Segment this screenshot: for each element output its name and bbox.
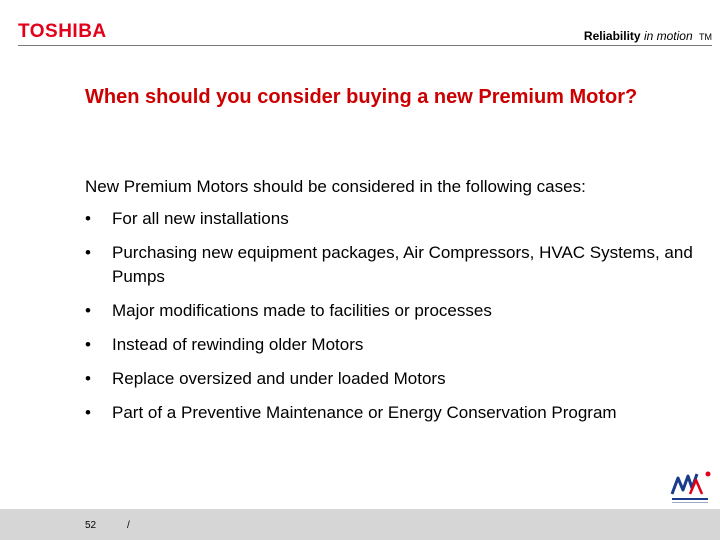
bullet-text: For all new installations bbox=[112, 209, 289, 228]
bullet-list bbox=[85, 207, 705, 425]
bullet-text: Instead of rewinding older Motors bbox=[112, 335, 364, 354]
bullet-item bbox=[85, 241, 705, 289]
bullet-text: Purchasing new equipment packages, Air Compressors, HVAC Systems, and Pumps bbox=[112, 243, 693, 286]
bullet-item bbox=[85, 367, 705, 391]
bullet-item bbox=[85, 207, 705, 231]
bullet-text: Replace oversized and under loaded Motors bbox=[112, 369, 446, 388]
bullet-marker: • bbox=[85, 403, 91, 422]
footer-bar bbox=[0, 509, 720, 540]
bullet-text: Part of a Preventive Maintenance or Energy Conservation Program bbox=[112, 403, 617, 422]
toshiba-logo: TOSHIBA bbox=[18, 21, 107, 42]
bullet-marker: • bbox=[85, 369, 91, 388]
bullet-marker: • bbox=[85, 243, 91, 262]
bullet-item bbox=[85, 333, 705, 357]
bullet-marker: • bbox=[85, 335, 91, 354]
page-number: 52 bbox=[85, 520, 97, 531]
header-divider bbox=[18, 45, 712, 46]
tagline bbox=[584, 30, 712, 42]
trademark-mark: TM bbox=[699, 32, 712, 42]
tagline-italic: in motion bbox=[643, 29, 693, 43]
slide-title: When should you consider buying a new Premium Motor? bbox=[85, 86, 638, 108]
bullet-item bbox=[85, 299, 705, 323]
bullet-item bbox=[85, 401, 705, 425]
bullet-text: Major modifications made to facilities or processes bbox=[112, 301, 492, 320]
premium-motor-logo-icon bbox=[668, 470, 712, 508]
bullet-marker: • bbox=[85, 209, 91, 228]
bullet-marker: • bbox=[85, 301, 91, 320]
tagline-bold: Reliability bbox=[583, 29, 641, 43]
intro-text: New Premium Motors should be considered in the following cases: bbox=[85, 177, 586, 196]
page-separator: / bbox=[127, 520, 130, 531]
